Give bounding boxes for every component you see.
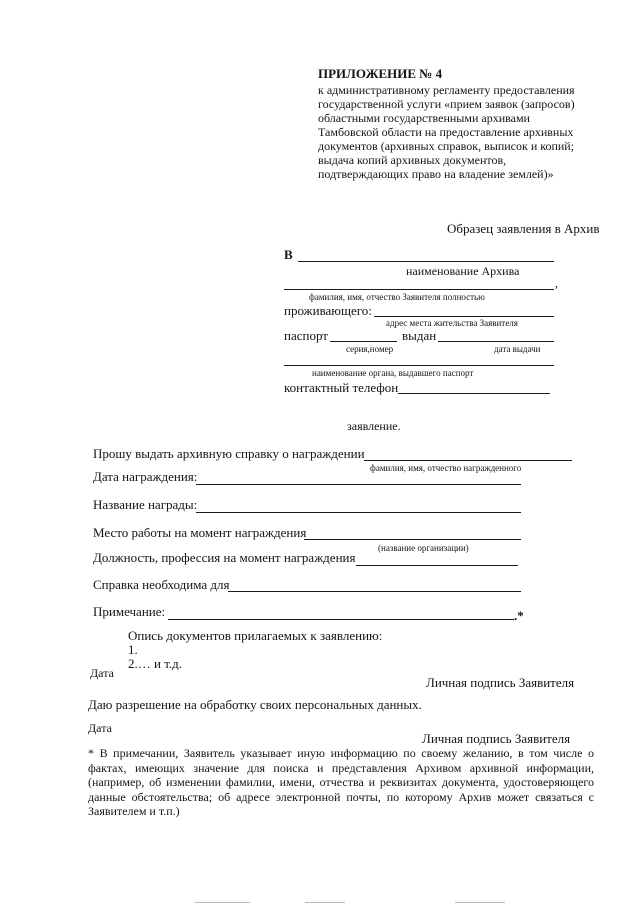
- passport-label: паспорт: [284, 328, 328, 343]
- award-date-line[interactable]: [196, 484, 521, 485]
- signature-label-2: Личная подпись Заявителя: [422, 731, 571, 746]
- passport-series-line[interactable]: [330, 341, 397, 342]
- scan-mark: [455, 902, 505, 903]
- attachment-item-2: 2.… и т.д.: [128, 656, 183, 671]
- awardee-line[interactable]: [364, 460, 572, 461]
- issued-label: выдан: [402, 328, 437, 343]
- comma: ,: [555, 276, 558, 290]
- statement-title: заявление.: [347, 419, 401, 433]
- purpose-label: Справка необходима для: [93, 577, 230, 592]
- appendix-title: ПРИЛОЖЕНИЕ № 4: [318, 66, 443, 81]
- workplace-label: Место работы на момент награждения: [93, 525, 307, 540]
- award-name-label: Название награды:: [93, 497, 198, 512]
- scan-mark: [305, 902, 345, 903]
- address-caption: адрес места жительства Заявителя: [386, 318, 518, 328]
- attachment-item-1: 1.: [128, 642, 138, 657]
- appendix-text: к административному регламенту предоставления государственной услуги «прием заявок (запросов) областными государственными архивами Тамбовской области на предоставление архивных документов (архивных справок, выписок и копий; выдача копий архивных документов, подтверждающих право на владение землей)»: [318, 83, 575, 181]
- workplace-line[interactable]: [304, 539, 521, 540]
- issued-by-line[interactable]: [438, 341, 554, 342]
- note-label: Примечание:: [93, 604, 166, 619]
- consent-text: Даю разрешение на обработку своих персональных данных.: [88, 697, 422, 712]
- attachments-title: Опись документов прилагаемых к заявлению:: [128, 628, 383, 643]
- issue-date-caption: дата выдачи: [494, 344, 541, 354]
- applicant-name-caption: фамилия, имя, отчество Заявителя полностью: [309, 292, 485, 302]
- to-prefix: В: [284, 247, 293, 262]
- request-label: Прошу выдать архивную справку о награждении: [93, 446, 365, 461]
- phone-label: контактный телефон: [284, 380, 399, 395]
- residing-label: проживающего:: [284, 303, 372, 318]
- award-date-label: Дата награждения:: [93, 469, 198, 484]
- archive-caption: наименование Архива: [406, 264, 520, 278]
- position-line[interactable]: [356, 565, 518, 566]
- scan-mark: [195, 902, 250, 903]
- address-line[interactable]: [374, 316, 554, 317]
- sample-title: Образец заявления в Архив: [447, 221, 600, 236]
- issuer-line[interactable]: [284, 365, 554, 366]
- phone-line[interactable]: [398, 393, 550, 394]
- note-mark: .*: [514, 608, 524, 623]
- date-label-2: Дата: [88, 721, 112, 735]
- issuer-caption: наименование органа, выдавшего паспорт: [312, 368, 474, 378]
- purpose-line[interactable]: [228, 591, 521, 592]
- applicant-name-line[interactable]: [284, 289, 554, 290]
- footnote: * В примечании, Заявитель указывает иную информацию по своему желанию, в том числе о фактах, имеющих значение для поиска и представления Архивом архивной информации, (например, об изменении фамилии, имени, отчества и реквизитах документа, удостоверяющего данные обстоятельства; об адресе электронной почты, по которому Архив может связаться с Заявителем и т.п.): [88, 746, 594, 818]
- date-label-1: Дата: [90, 666, 114, 680]
- appendix-block: [318, 66, 593, 181]
- position-label: Должность, профессия на момент награждения: [93, 550, 356, 565]
- series-caption: серия,номер: [346, 344, 394, 354]
- note-line[interactable]: [168, 619, 514, 620]
- awardee-caption: фамилия, имя, отчество награжденного: [370, 463, 522, 473]
- award-name-line[interactable]: [196, 512, 521, 513]
- signature-label-1: Личная подпись Заявителя: [426, 675, 575, 690]
- organization-caption: (название организации): [378, 543, 469, 553]
- archive-name-line[interactable]: [298, 261, 554, 262]
